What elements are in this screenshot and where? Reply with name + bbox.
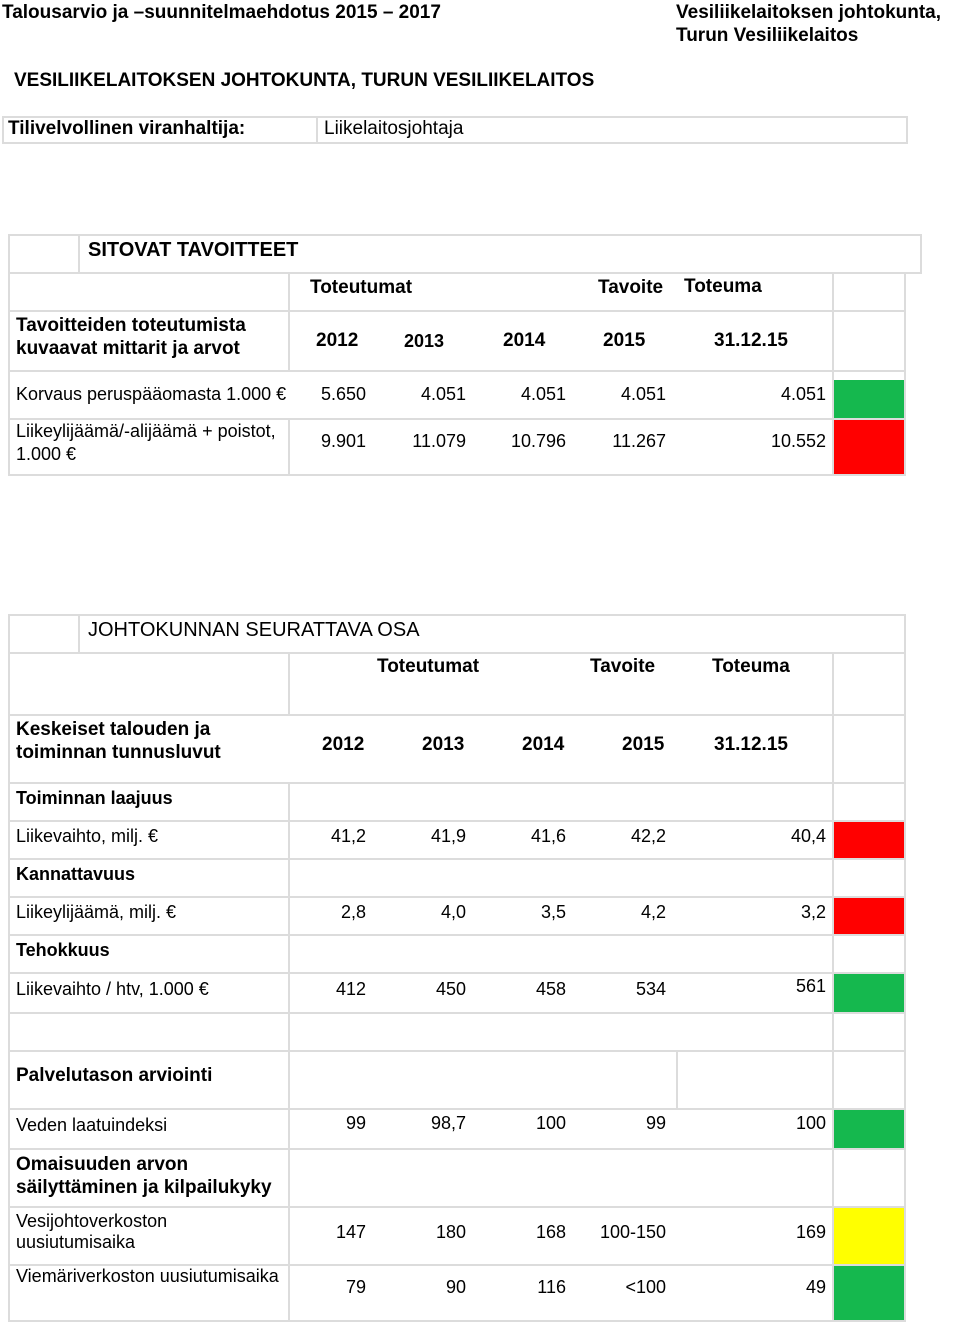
bs-cell: 41,2 — [330, 826, 366, 846]
status-indicator-green — [834, 1110, 904, 1148]
bs-year: 2014 — [522, 734, 565, 755]
bg-cell: 4.051 — [520, 384, 566, 404]
bs-row-label: Liikevaihto / htv, 1.000 € — [16, 979, 209, 999]
bg-year: 2015 — [603, 330, 646, 351]
bs-cell: 100 — [535, 1113, 566, 1133]
bs-cell: 42,2 — [630, 826, 666, 846]
bs-cell: 4,2 — [640, 902, 666, 922]
group-heading: Toiminnan laajuus — [16, 788, 173, 808]
status-indicator-green — [834, 1266, 904, 1320]
status-indicator-green — [834, 974, 904, 1012]
responsible-label: Tilivelvollinen viranhaltija: — [8, 118, 246, 139]
org-title: VESILIIKELAITOKSEN JOHTOKUNTA, TURUN VESILIIKELAITOS — [14, 70, 595, 91]
bg-cell: 4.051 — [620, 384, 666, 404]
bs-cell: 180 — [435, 1222, 466, 1242]
bg-cell: 10.552 — [770, 431, 826, 451]
bs-outcome-header: Toteuma — [712, 656, 790, 677]
bs-cell: 100 — [795, 1113, 826, 1133]
bg-cell: 11.079 — [412, 431, 466, 451]
bg-cell: 5.650 — [320, 384, 366, 404]
service-heading: Palvelutason arviointi — [16, 1065, 213, 1086]
bs-cell: <100 — [625, 1277, 666, 1297]
bs-cell: 79 — [345, 1277, 366, 1297]
bg-cell: 10.796 — [510, 431, 566, 451]
bs-cell: 4,0 — [440, 902, 466, 922]
bs-cell: 147 — [335, 1222, 366, 1242]
binding-goals-title: SITOVAT TAVOITTEET — [88, 239, 299, 261]
bs-cell: 3,2 — [800, 902, 826, 922]
bs-cell: 2,8 — [340, 902, 366, 922]
bs-cell: 100-150 — [599, 1222, 666, 1242]
bs-row-label: Vesijohtoverkoston uusiutumisaika — [16, 1211, 168, 1252]
bs-cell: 168 — [535, 1222, 566, 1242]
bs-cell: 99 — [645, 1113, 666, 1133]
bs-cell: 40,4 — [790, 826, 826, 846]
bg-cell: 11.267 — [612, 431, 666, 451]
bs-actuals-header: Toteutumat — [377, 656, 480, 677]
bs-cell: 450 — [435, 979, 466, 999]
board-section-title: JOHTOKUNNAN SEURATTAVA OSA — [88, 619, 420, 641]
bg-year: 31.12.15 — [714, 330, 788, 351]
bg-cell: 9.901 — [320, 431, 366, 451]
asset-heading: Omaisuuden arvon säilyttäminen ja kilpailukyky — [16, 1154, 272, 1198]
bs-row-label: Liikevaihto, milj. € — [16, 826, 159, 846]
status-indicator-red — [834, 898, 904, 934]
bs-row-label: Liikeylijäämä, milj. € — [16, 902, 177, 922]
bs-cell: 116 — [537, 1277, 566, 1297]
document-title: Talousarvio ja –suunnitelmaehdotus 2015 – 2017 — [2, 2, 441, 23]
bg-year: 2013 — [404, 331, 445, 351]
bs-cell: 99 — [345, 1113, 366, 1133]
bs-cell: 169 — [795, 1222, 826, 1242]
group-heading: Tehokkuus — [16, 940, 110, 960]
bg-measures-label: Tavoitteiden toteutumista kuvaavat mittarit ja arvot — [16, 315, 246, 359]
bs-row-label: Viemäriverkoston uusiutumisaika — [16, 1266, 279, 1286]
bg-row-label: Korvaus peruspääomasta 1.000 € — [16, 384, 287, 404]
status-indicator-green — [834, 380, 904, 418]
bs-cell: 561 — [795, 976, 826, 996]
bs-year: 31.12.15 — [714, 734, 788, 755]
bs-year: 2012 — [322, 734, 365, 755]
bg-cell: 4.051 — [780, 384, 826, 404]
header-org-line2: Turun Vesiliikelaitos — [676, 25, 859, 46]
bs-cell: 3,5 — [540, 902, 566, 922]
bs-cell: 98,7 — [430, 1113, 466, 1133]
bs-cell: 412 — [335, 979, 366, 999]
bs-target-header: Tavoite — [590, 656, 656, 677]
bg-cell: 4.051 — [420, 384, 466, 404]
group-heading: Kannattavuus — [16, 864, 136, 884]
bg-actuals-header: Toteutumat — [310, 277, 413, 298]
bg-outcome-header: Toteuma — [684, 276, 762, 297]
bs-row-label: Veden laatuindeksi — [16, 1115, 168, 1135]
responsible-value: Liikelaitosjohtaja — [324, 118, 464, 139]
status-indicator-yellow — [834, 1208, 904, 1264]
bs-year: 2015 — [622, 734, 665, 755]
bg-target-header: Tavoite — [598, 277, 664, 298]
bs-cell: 41,9 — [430, 826, 466, 846]
bg-year: 2012 — [316, 330, 359, 351]
header-org-line1: Vesiliikelaitoksen johtokunta, — [676, 2, 942, 23]
bs-cell: 49 — [805, 1277, 826, 1297]
bg-row-label: Liikeylijäämä/-alijäämä + poistot, 1.000 € — [16, 421, 276, 464]
bg-year: 2014 — [503, 330, 546, 351]
key-figures-label: Keskeiset talouden ja toiminnan tunnusluvut — [16, 719, 221, 763]
bs-cell: 458 — [535, 979, 566, 999]
status-indicator-red — [834, 420, 904, 474]
bs-cell: 41,6 — [530, 826, 566, 846]
bs-cell: 534 — [635, 979, 666, 999]
bs-year: 2013 — [422, 734, 465, 755]
status-indicator-red — [834, 822, 904, 858]
bs-cell: 90 — [445, 1277, 466, 1297]
